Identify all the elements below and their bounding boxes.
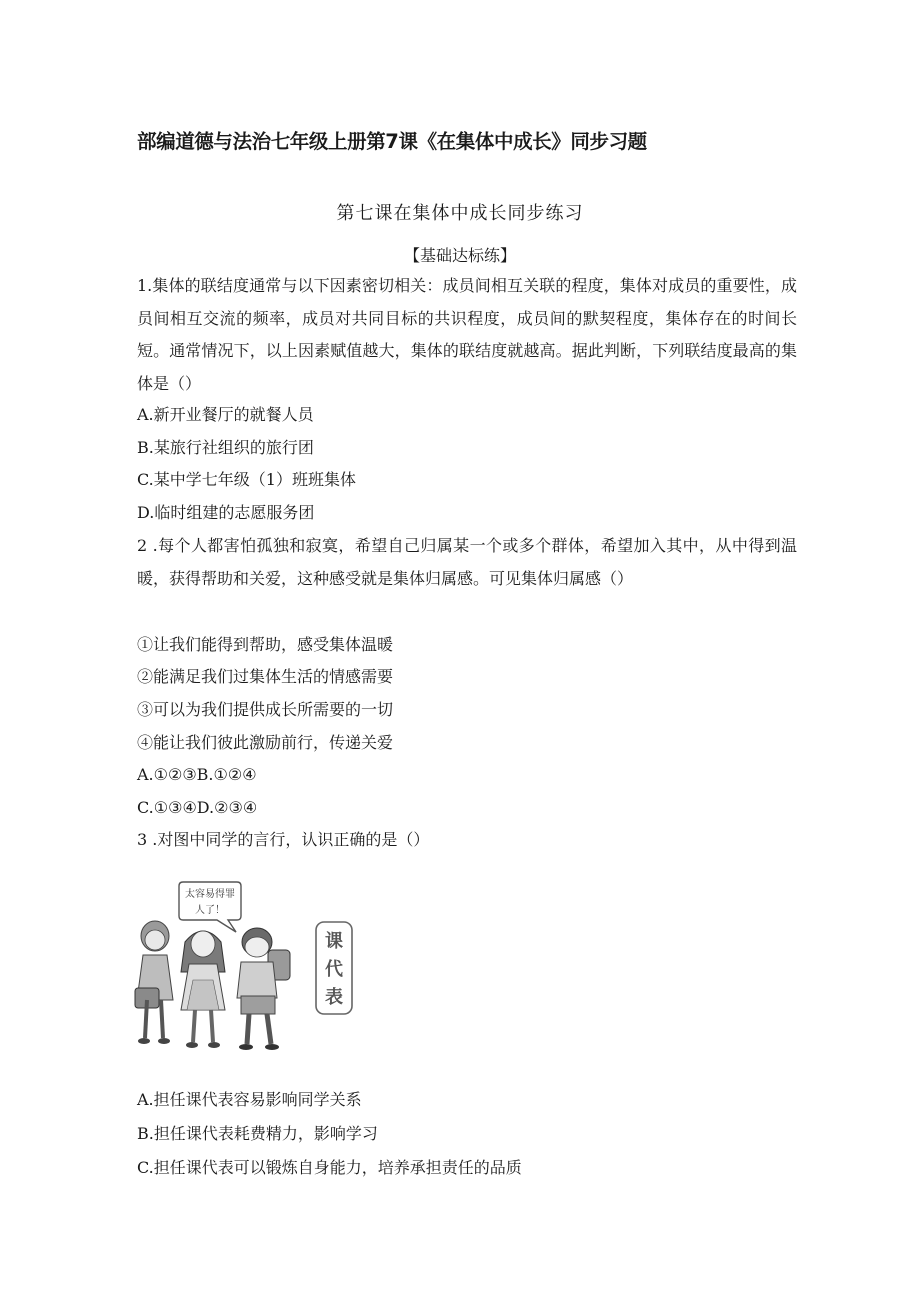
speech-bubble-line-1: 太容易得罪 (185, 889, 235, 900)
question-1-text: 1.集体的联结度通常与以下因素密切相关：成员间相互关联的程度，集体对成员的重要性，成员间相互交流的频率，成员对共同目标的共识程度，成员间的默契程度，集体存在的时间长短。通常情况下，以上因素赋值越大，集体的联结度就越高。据此判断，下列联结度最高的集体是（） (137, 276, 797, 393)
section-label: 【基础达标练】 (403, 246, 516, 265)
question-1-option-d: D.临时组建的志愿服务团 (137, 503, 315, 522)
question-3-option-a: A.担任课代表容易影响同学关系 (137, 1090, 362, 1109)
question-3-text: 3 .对图中同学的言行，认识正确的是（） (137, 830, 430, 849)
question-3-option-c: C.担任课代表可以锻炼自身能力，培养承担责任的品质 (137, 1158, 522, 1177)
question-2-statement-2: ②能满足我们过集体生活的情感需要 (137, 667, 394, 686)
class-rep-sign (316, 922, 352, 1014)
subtitle: 第七课在集体中成长同步练习 (336, 203, 584, 224)
question-1-option-b: B.某旅行社组织的旅行团 (137, 438, 314, 457)
girl-middle-figure (181, 931, 225, 1048)
question-3-option-b: B.担任课代表耗费精力，影响学习 (137, 1124, 378, 1143)
speech-bubble (179, 882, 241, 932)
question-1-option-c: C.某中学七年级（1）班班集体 (137, 470, 356, 489)
question-2-statement-4: ④能让我们彼此激励前行，传递关爱 (137, 733, 394, 752)
question-1-option-a: A.新开业餐厅的就餐人员 (137, 405, 314, 424)
boy-figure (237, 928, 290, 1050)
speech-bubble-line-2: 人了！ (195, 905, 225, 916)
question-2-statement-1: ①让我们能得到帮助，感受集体温暖 (137, 635, 394, 654)
question-2-option-ab: A.①②③B.①②④ (137, 765, 257, 784)
question-3-illustration (133, 880, 363, 1060)
question-2-text: 2 .每个人都害怕孤独和寂寞，希望自己归属某一个或多个群体，希望加入其中，从中得到温暖，获得帮助和关爱，这种感受就是集体归属感。可见集体归属感（） (137, 536, 797, 588)
question-2-statement-3: ③可以为我们提供成长所需要的一切 (137, 700, 394, 719)
sign-char-1: 课 (325, 931, 343, 952)
page-title: 部编道德与法治七年级上册第7课《在集体中成长》同步习题 (137, 130, 647, 153)
sign-char-2: 代 (325, 959, 343, 980)
sign-char-3: 表 (325, 987, 343, 1008)
question-2-option-cd: C.①③④D.②③④ (137, 798, 258, 817)
girl-left-figure (135, 921, 173, 1044)
